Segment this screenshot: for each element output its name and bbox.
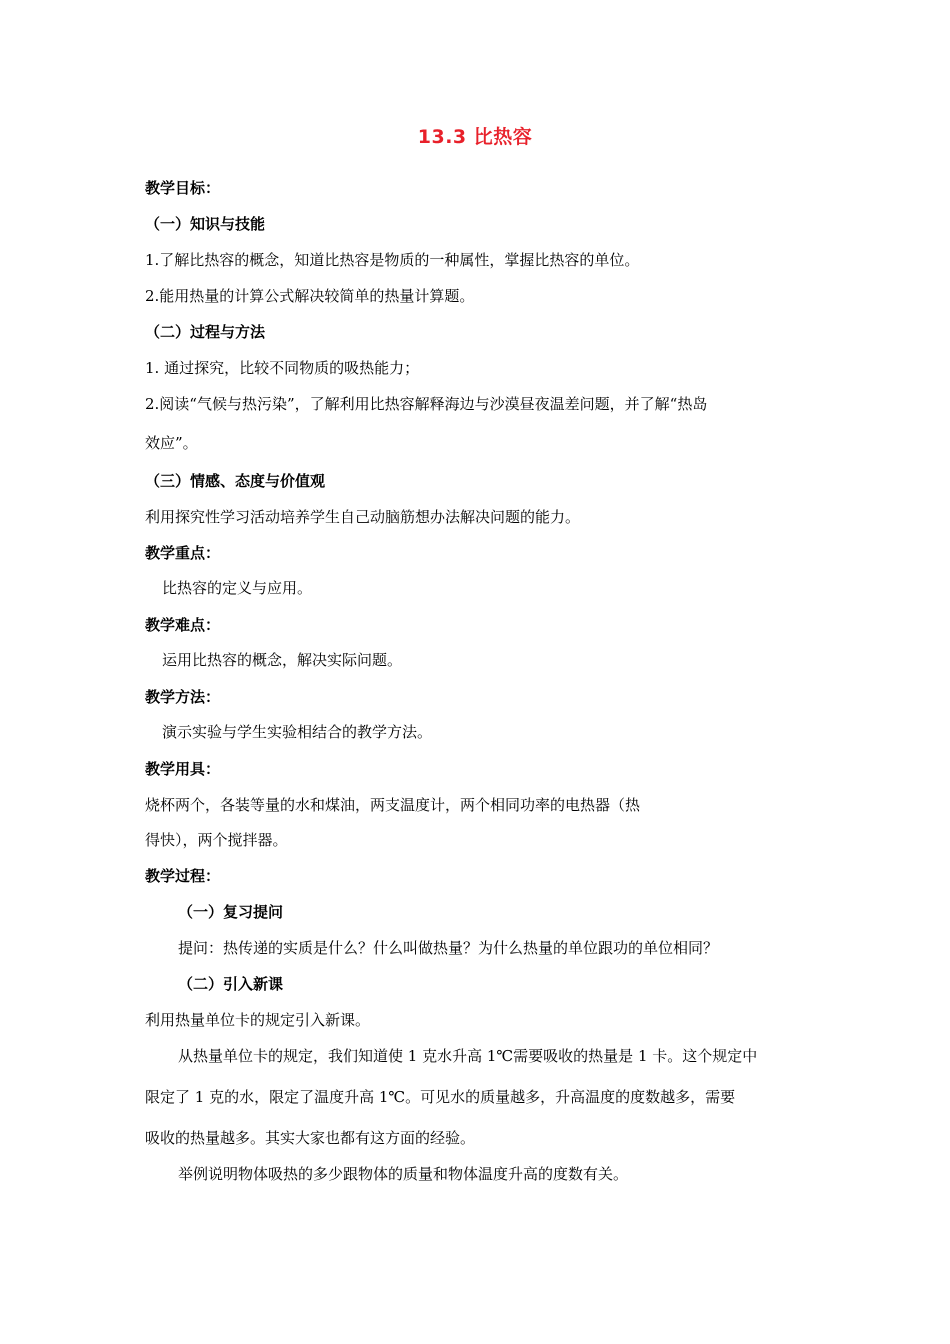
intro-paragraph-line: 限定了 1 克的水，限定了温度升高 1℃。可见水的质量越多，升高温度的度数越多，需要 — [145, 1088, 736, 1106]
process-item: 1. 通过探究，比较不同物质的吸热能力； — [145, 359, 420, 377]
intro-paragraph-line: 从热量单位卡的规定，我们知道使 1 克水升高 1℃需要吸收的热量是 1 卡。这个规定中 — [178, 1047, 758, 1065]
procedure-heading: 教学过程： — [145, 867, 221, 885]
knowledge-item: 2.能用热量的计算公式解决较简单的热量计算题。 — [145, 287, 475, 305]
key-points-heading: 教学重点： — [145, 544, 221, 562]
method-heading: 教学方法： — [145, 688, 221, 706]
objectives-heading: 教学目标： — [145, 179, 221, 197]
intro-paragraph-line: 吸收的热量越多。其实大家也都有这方面的经验。 — [145, 1129, 476, 1147]
process-item: 效应”。 — [145, 434, 198, 452]
difficulties-heading: 教学难点： — [145, 616, 221, 634]
intro-example: 举例说明物体吸热的多少跟物体的质量和物体温度升高的度数有关。 — [178, 1165, 629, 1183]
review-heading: （一）复习提问 — [178, 903, 284, 921]
tools-heading: 教学用具： — [145, 760, 221, 778]
key-points-text: 比热容的定义与应用。 — [162, 579, 313, 597]
tools-line: 烧杯两个，各装等量的水和煤油，两支温度计，两个相同功率的电热器（热 — [145, 796, 641, 814]
attitude-heading: （三）情感、态度与价值观 — [145, 472, 326, 490]
intro-text: 利用热量单位卡的规定引入新课。 — [145, 1011, 371, 1029]
review-text: 提问：热传递的实质是什么？什么叫做热量？为什么热量的单位跟功的单位相同？ — [178, 939, 719, 957]
document-title: 13.3 比热容 — [417, 126, 533, 148]
method-text: 演示实验与学生实验相结合的教学方法。 — [162, 723, 433, 741]
attitude-text: 利用探究性学习活动培养学生自己动脑筋想办法解决问题的能力。 — [145, 508, 581, 526]
process-heading: （二）过程与方法 — [145, 323, 266, 341]
intro-heading: （二）引入新课 — [178, 975, 284, 993]
knowledge-heading: （一）知识与技能 — [145, 215, 266, 233]
knowledge-item: 1.了解比热容的概念，知道比热容是物质的一种属性，掌握比热容的单位。 — [145, 251, 640, 269]
tools-line: 得快），两个搅拌器。 — [145, 831, 288, 849]
process-item: 2.阅读“气候与热污染”，了解利用比热容解释海边与沙漠昼夜温差问题，并了解“热岛 — [145, 395, 708, 413]
difficulties-text: 运用比热容的概念，解决实际问题。 — [162, 651, 403, 669]
